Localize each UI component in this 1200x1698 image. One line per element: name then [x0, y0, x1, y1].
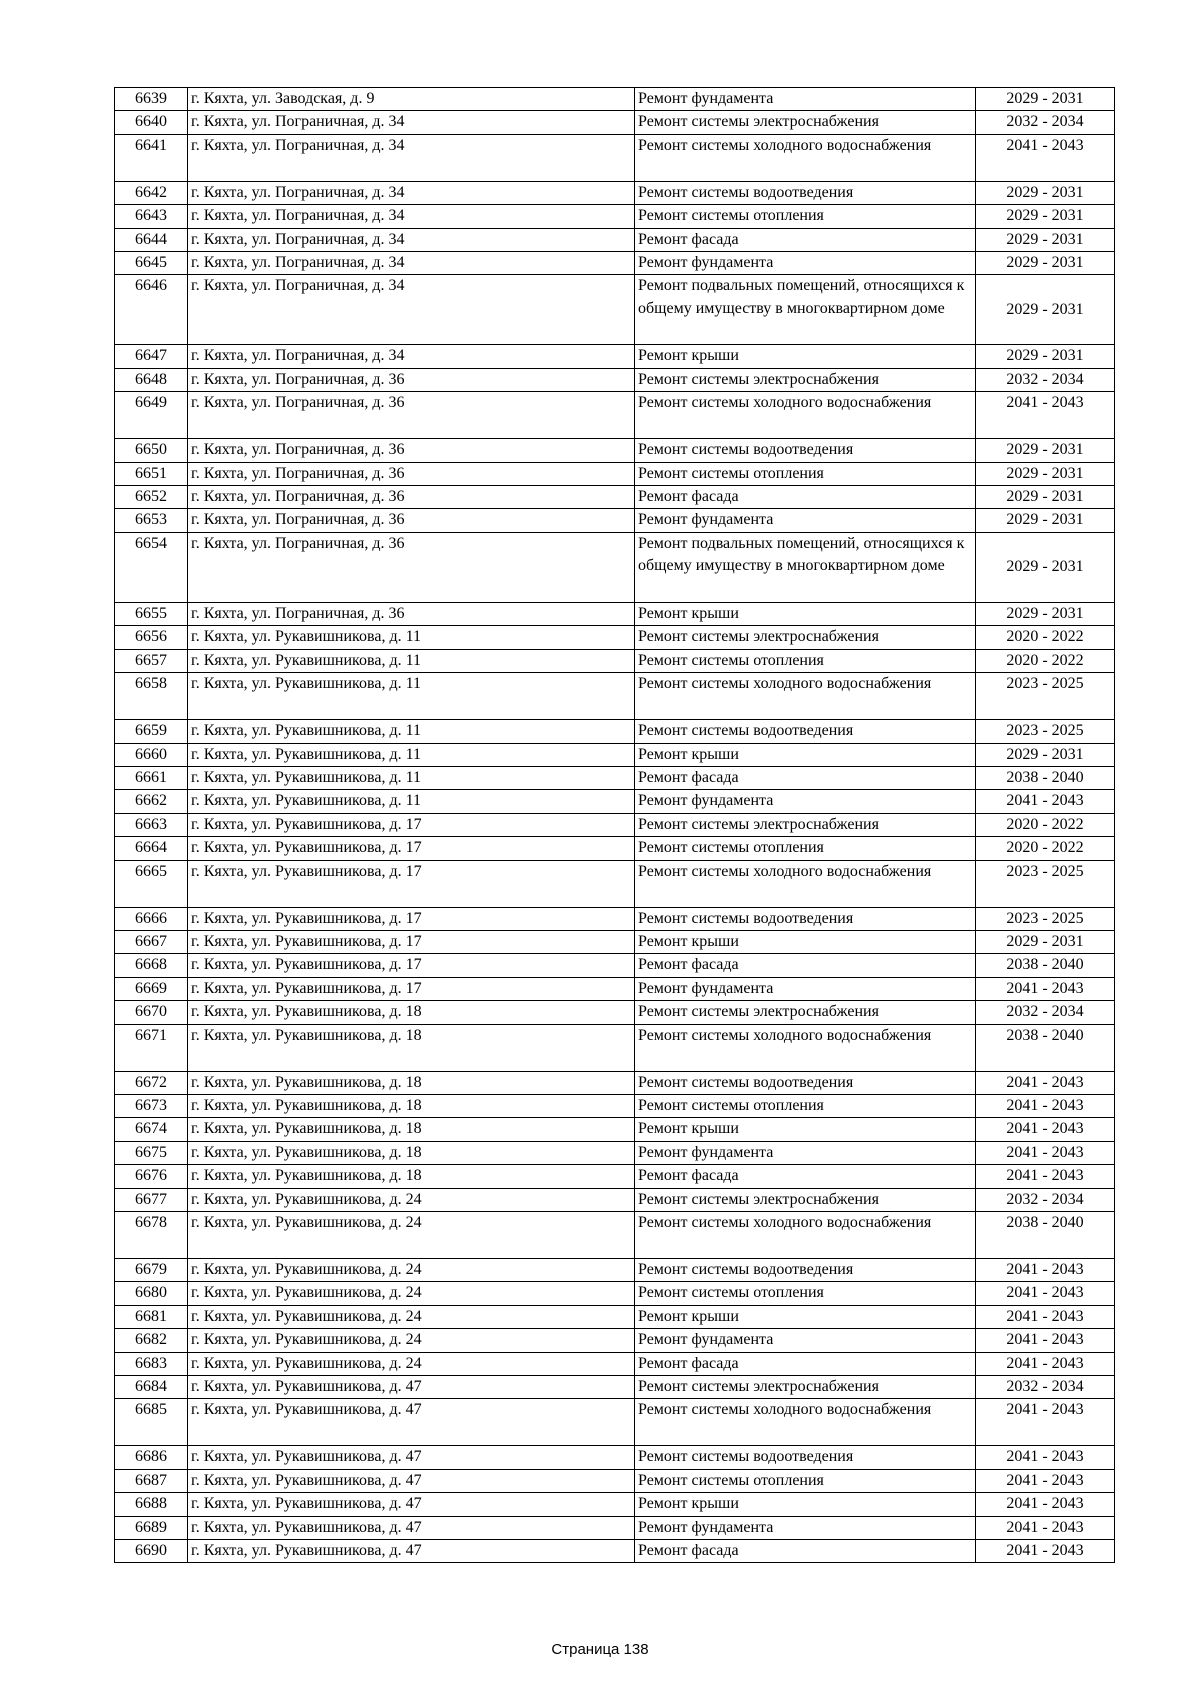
row-number-cell: 6677: [115, 1188, 188, 1211]
table-row: [115, 1376, 1115, 1399]
address-cell: г. Кяхта, ул. Рукавишникова, д. 11: [188, 649, 635, 672]
table-row: [115, 368, 1115, 391]
address-cell: г. Кяхта, ул. Рукавишникова, д. 47: [188, 1376, 635, 1399]
table-row: [115, 252, 1115, 275]
period-cell: 2041 - 2043: [976, 977, 1115, 1000]
table-row: [115, 509, 1115, 532]
period-cell: 2029 - 2031: [976, 532, 1115, 602]
work-type-cell: Ремонт крыши: [635, 602, 976, 625]
address-cell: г. Кяхта, ул. Пограничная, д. 34: [188, 111, 635, 134]
table-row: [115, 649, 1115, 672]
period-cell: 2041 - 2043: [976, 790, 1115, 813]
table-row: [115, 1329, 1115, 1352]
row-number-cell: 6681: [115, 1305, 188, 1328]
table-row: [115, 1282, 1115, 1305]
period-cell: 2029 - 2031: [976, 509, 1115, 532]
work-type-cell: Ремонт системы электроснабжения: [635, 626, 976, 649]
period-cell: 2029 - 2031: [976, 228, 1115, 251]
address-cell: г. Кяхта, ул. Рукавишникова, д. 18: [188, 1118, 635, 1141]
work-type-cell: Ремонт системы отопления: [635, 1282, 976, 1305]
row-number-cell: 6649: [115, 392, 188, 439]
row-number-cell: 6655: [115, 602, 188, 625]
address-cell: г. Кяхта, ул. Рукавишникова, д. 18: [188, 1024, 635, 1071]
period-cell: 2041 - 2043: [976, 1516, 1115, 1539]
address-cell: г. Кяхта, ул. Рукавишникова, д. 24: [188, 1282, 635, 1305]
address-cell: г. Кяхта, ул. Пограничная, д. 34: [188, 345, 635, 368]
work-type-cell: Ремонт системы отопления: [635, 1094, 976, 1117]
period-cell: 2041 - 2043: [976, 1141, 1115, 1164]
work-type-cell: Ремонт фундамента: [635, 252, 976, 275]
work-type-cell: Ремонт системы холодного водоснабжения: [635, 673, 976, 720]
period-cell: 2041 - 2043: [976, 1282, 1115, 1305]
row-number-cell: 6662: [115, 790, 188, 813]
table-row: [115, 181, 1115, 204]
row-number-cell: 6676: [115, 1165, 188, 1188]
address-cell: г. Кяхта, ул. Рукавишникова, д. 18: [188, 1141, 635, 1164]
address-cell: г. Кяхта, ул. Рукавишникова, д. 24: [188, 1305, 635, 1328]
period-cell: 2041 - 2043: [976, 1165, 1115, 1188]
work-type-cell: Ремонт фасада: [635, 228, 976, 251]
work-type-cell: Ремонт системы водоотведения: [635, 181, 976, 204]
table-row: [115, 1540, 1115, 1563]
address-cell: г. Кяхта, ул. Рукавишникова, д. 17: [188, 860, 635, 907]
work-type-cell: Ремонт фасада: [635, 486, 976, 509]
period-cell: 2029 - 2031: [976, 181, 1115, 204]
work-type-cell: Ремонт фундамента: [635, 509, 976, 532]
table-row: [115, 977, 1115, 1000]
period-cell: 2041 - 2043: [976, 1540, 1115, 1563]
page-number: Страница 138: [551, 1641, 649, 1658]
address-cell: г. Кяхта, ул. Рукавишникова, д. 47: [188, 1399, 635, 1446]
row-number-cell: 6646: [115, 275, 188, 345]
work-type-cell: Ремонт системы отопления: [635, 462, 976, 485]
row-number-cell: 6679: [115, 1259, 188, 1282]
table-row: [115, 790, 1115, 813]
table-row: [115, 626, 1115, 649]
address-cell: г. Кяхта, ул. Рукавишникова, д. 24: [188, 1212, 635, 1259]
row-number-cell: 6670: [115, 1001, 188, 1024]
period-cell: 2041 - 2043: [976, 1352, 1115, 1375]
table-row: [115, 1516, 1115, 1539]
work-type-cell: Ремонт фасада: [635, 1540, 976, 1563]
row-number-cell: 6684: [115, 1376, 188, 1399]
address-cell: г. Кяхта, ул. Рукавишникова, д. 24: [188, 1188, 635, 1211]
work-type-cell: Ремонт подвальных помещений, относящихся к общему имуществу в многоквартирном доме: [635, 532, 976, 602]
period-cell: 2038 - 2040: [976, 766, 1115, 789]
table-row: [115, 532, 1115, 602]
work-type-cell: Ремонт крыши: [635, 743, 976, 766]
work-type-cell: Ремонт системы водоотведения: [635, 1259, 976, 1282]
work-type-cell: Ремонт фундамента: [635, 790, 976, 813]
row-number-cell: 6666: [115, 907, 188, 930]
period-cell: 2032 - 2034: [976, 1001, 1115, 1024]
work-type-cell: Ремонт крыши: [635, 1493, 976, 1516]
row-number-cell: 6657: [115, 649, 188, 672]
address-cell: г. Кяхта, ул. Пограничная, д. 34: [188, 134, 635, 181]
table-row: [115, 1212, 1115, 1259]
row-number-cell: 6687: [115, 1469, 188, 1492]
period-cell: 2041 - 2043: [976, 1469, 1115, 1492]
row-number-cell: 6639: [115, 88, 188, 111]
row-number-cell: 6663: [115, 813, 188, 836]
work-type-cell: Ремонт системы водоотведения: [635, 1071, 976, 1094]
repair-schedule-table-container: [114, 87, 1114, 1563]
period-cell: 2020 - 2022: [976, 813, 1115, 836]
table-row: [115, 1024, 1115, 1071]
period-cell: 2029 - 2031: [976, 930, 1115, 953]
work-type-cell: Ремонт системы отопления: [635, 1469, 976, 1492]
address-cell: г. Кяхта, ул. Пограничная, д. 36: [188, 462, 635, 485]
work-type-cell: Ремонт системы водоотведения: [635, 439, 976, 462]
address-cell: г. Кяхта, ул. Рукавишникова, д. 17: [188, 930, 635, 953]
work-type-cell: Ремонт фундамента: [635, 1516, 976, 1539]
work-type-cell: Ремонт системы водоотведения: [635, 1446, 976, 1469]
period-cell: 2020 - 2022: [976, 626, 1115, 649]
period-cell: 2041 - 2043: [976, 1094, 1115, 1117]
work-type-cell: Ремонт системы холодного водоснабжения: [635, 392, 976, 439]
address-cell: г. Кяхта, ул. Рукавишникова, д. 11: [188, 626, 635, 649]
address-cell: г. Кяхта, ул. Пограничная, д. 34: [188, 205, 635, 228]
row-number-cell: 6689: [115, 1516, 188, 1539]
work-type-cell: Ремонт фасада: [635, 1352, 976, 1375]
address-cell: г. Кяхта, ул. Пограничная, д. 36: [188, 439, 635, 462]
address-cell: г. Кяхта, ул. Пограничная, д. 36: [188, 602, 635, 625]
work-type-cell: Ремонт системы электроснабжения: [635, 111, 976, 134]
address-cell: г. Кяхта, ул. Рукавишникова, д. 11: [188, 790, 635, 813]
row-number-cell: 6661: [115, 766, 188, 789]
work-type-cell: Ремонт системы отопления: [635, 649, 976, 672]
row-number-cell: 6641: [115, 134, 188, 181]
row-number-cell: 6680: [115, 1282, 188, 1305]
row-number-cell: 6654: [115, 532, 188, 602]
period-cell: 2023 - 2025: [976, 720, 1115, 743]
period-cell: 2023 - 2025: [976, 860, 1115, 907]
work-type-cell: Ремонт крыши: [635, 1305, 976, 1328]
address-cell: г. Кяхта, ул. Пограничная, д. 36: [188, 509, 635, 532]
period-cell: 2038 - 2040: [976, 954, 1115, 977]
period-cell: 2023 - 2025: [976, 673, 1115, 720]
row-number-cell: 6673: [115, 1094, 188, 1117]
address-cell: г. Кяхта, ул. Рукавишникова, д. 17: [188, 977, 635, 1000]
address-cell: г. Кяхта, ул. Рукавишникова, д. 11: [188, 743, 635, 766]
row-number-cell: 6644: [115, 228, 188, 251]
repair-schedule-table: [114, 87, 1115, 1563]
address-cell: г. Кяхта, ул. Пограничная, д. 36: [188, 392, 635, 439]
period-cell: 2041 - 2043: [976, 1305, 1115, 1328]
address-cell: г. Кяхта, ул. Рукавишникова, д. 47: [188, 1469, 635, 1492]
address-cell: г. Кяхта, ул. Рукавишникова, д. 18: [188, 1071, 635, 1094]
table-row: [115, 1352, 1115, 1375]
work-type-cell: Ремонт системы отопления: [635, 205, 976, 228]
row-number-cell: 6686: [115, 1446, 188, 1469]
period-cell: 2029 - 2031: [976, 252, 1115, 275]
work-type-cell: Ремонт крыши: [635, 1118, 976, 1141]
row-number-cell: 6668: [115, 954, 188, 977]
work-type-cell: Ремонт фундамента: [635, 88, 976, 111]
row-number-cell: 6672: [115, 1071, 188, 1094]
work-type-cell: Ремонт системы холодного водоснабжения: [635, 1024, 976, 1071]
address-cell: г. Кяхта, ул. Рукавишникова, д. 11: [188, 766, 635, 789]
period-cell: 2029 - 2031: [976, 205, 1115, 228]
address-cell: г. Кяхта, ул. Рукавишникова, д. 17: [188, 907, 635, 930]
work-type-cell: Ремонт крыши: [635, 345, 976, 368]
table-row: [115, 813, 1115, 836]
table-row: [115, 1493, 1115, 1516]
work-type-cell: Ремонт системы электроснабжения: [635, 1376, 976, 1399]
table-row: [115, 1118, 1115, 1141]
table-row: [115, 486, 1115, 509]
table-row: [115, 860, 1115, 907]
work-type-cell: Ремонт фасада: [635, 954, 976, 977]
row-number-cell: 6650: [115, 439, 188, 462]
period-cell: 2041 - 2043: [976, 1493, 1115, 1516]
period-cell: 2029 - 2031: [976, 462, 1115, 485]
address-cell: г. Кяхта, ул. Пограничная, д. 34: [188, 252, 635, 275]
table-row: [115, 907, 1115, 930]
work-type-cell: Ремонт системы холодного водоснабжения: [635, 860, 976, 907]
period-cell: 2032 - 2034: [976, 368, 1115, 391]
address-cell: г. Кяхта, ул. Рукавишникова, д. 17: [188, 813, 635, 836]
table-row: [115, 1165, 1115, 1188]
table-row: [115, 275, 1115, 345]
work-type-cell: Ремонт системы отопления: [635, 837, 976, 860]
table-row: [115, 88, 1115, 111]
work-type-cell: Ремонт крыши: [635, 930, 976, 953]
address-cell: г. Кяхта, ул. Рукавишникова, д. 17: [188, 837, 635, 860]
table-row: [115, 743, 1115, 766]
period-cell: 2032 - 2034: [976, 1376, 1115, 1399]
table-row: [115, 602, 1115, 625]
period-cell: 2041 - 2043: [976, 1259, 1115, 1282]
period-cell: 2029 - 2031: [976, 439, 1115, 462]
period-cell: 2038 - 2040: [976, 1212, 1115, 1259]
row-number-cell: 6645: [115, 252, 188, 275]
table-row: [115, 1071, 1115, 1094]
work-type-cell: Ремонт системы водоотведения: [635, 720, 976, 743]
period-cell: 2029 - 2031: [976, 88, 1115, 111]
address-cell: г. Кяхта, ул. Рукавишникова, д. 11: [188, 720, 635, 743]
table-row: [115, 228, 1115, 251]
period-cell: 2020 - 2022: [976, 649, 1115, 672]
table-body: [115, 88, 1115, 1563]
table-row: [115, 462, 1115, 485]
address-cell: г. Кяхта, ул. Пограничная, д. 36: [188, 486, 635, 509]
work-type-cell: Ремонт фасада: [635, 1165, 976, 1188]
address-cell: г. Кяхта, ул. Пограничная, д. 34: [188, 181, 635, 204]
table-row: [115, 1001, 1115, 1024]
table-row: [115, 1399, 1115, 1446]
row-number-cell: 6659: [115, 720, 188, 743]
address-cell: г. Кяхта, ул. Рукавишникова, д. 11: [188, 673, 635, 720]
table-row: [115, 954, 1115, 977]
address-cell: г. Кяхта, ул. Пограничная, д. 34: [188, 275, 635, 345]
table-row: [115, 439, 1115, 462]
row-number-cell: 6688: [115, 1493, 188, 1516]
table-row: [115, 111, 1115, 134]
period-cell: 2041 - 2043: [976, 1118, 1115, 1141]
address-cell: г. Кяхта, ул. Рукавишникова, д. 24: [188, 1259, 635, 1282]
row-number-cell: 6642: [115, 181, 188, 204]
work-type-cell: Ремонт системы холодного водоснабжения: [635, 134, 976, 181]
address-cell: г. Кяхта, ул. Рукавишникова, д. 47: [188, 1540, 635, 1563]
period-cell: 2041 - 2043: [976, 1446, 1115, 1469]
address-cell: г. Кяхта, ул. Рукавишникова, д. 18: [188, 1001, 635, 1024]
period-cell: 2029 - 2031: [976, 486, 1115, 509]
work-type-cell: Ремонт фасада: [635, 766, 976, 789]
row-number-cell: 6647: [115, 345, 188, 368]
period-cell: 2023 - 2025: [976, 907, 1115, 930]
row-number-cell: 6643: [115, 205, 188, 228]
row-number-cell: 6651: [115, 462, 188, 485]
work-type-cell: Ремонт фундамента: [635, 1329, 976, 1352]
address-cell: г. Кяхта, ул. Пограничная, д. 34: [188, 228, 635, 251]
row-number-cell: 6648: [115, 368, 188, 391]
address-cell: г. Кяхта, ул. Рукавишникова, д. 47: [188, 1516, 635, 1539]
table-row: [115, 720, 1115, 743]
period-cell: 2041 - 2043: [976, 392, 1115, 439]
address-cell: г. Кяхта, ул. Рукавишникова, д. 47: [188, 1446, 635, 1469]
address-cell: г. Кяхта, ул. Рукавишникова, д. 24: [188, 1329, 635, 1352]
table-row: [115, 837, 1115, 860]
period-cell: 2032 - 2034: [976, 111, 1115, 134]
table-row: [115, 766, 1115, 789]
table-row: [115, 1141, 1115, 1164]
period-cell: 2041 - 2043: [976, 134, 1115, 181]
work-type-cell: Ремонт системы электроснабжения: [635, 368, 976, 391]
address-cell: г. Кяхта, ул. Рукавишникова, д. 47: [188, 1493, 635, 1516]
row-number-cell: 6664: [115, 837, 188, 860]
row-number-cell: 6671: [115, 1024, 188, 1071]
period-cell: 2038 - 2040: [976, 1024, 1115, 1071]
table-row: [115, 392, 1115, 439]
table-row: [115, 134, 1115, 181]
work-type-cell: Ремонт системы водоотведения: [635, 907, 976, 930]
table-row: [115, 1094, 1115, 1117]
period-cell: 2041 - 2043: [976, 1329, 1115, 1352]
row-number-cell: 6674: [115, 1118, 188, 1141]
row-number-cell: 6669: [115, 977, 188, 1000]
row-number-cell: 6652: [115, 486, 188, 509]
table-row: [115, 1469, 1115, 1492]
period-cell: 2041 - 2043: [976, 1399, 1115, 1446]
table-row: [115, 1259, 1115, 1282]
row-number-cell: 6675: [115, 1141, 188, 1164]
row-number-cell: 6653: [115, 509, 188, 532]
table-row: [115, 205, 1115, 228]
row-number-cell: 6660: [115, 743, 188, 766]
period-cell: 2029 - 2031: [976, 345, 1115, 368]
table-row: [115, 673, 1115, 720]
row-number-cell: 6678: [115, 1212, 188, 1259]
work-type-cell: Ремонт системы холодного водоснабжения: [635, 1399, 976, 1446]
address-cell: г. Кяхта, ул. Рукавишникова, д. 18: [188, 1165, 635, 1188]
address-cell: г. Кяхта, ул. Пограничная, д. 36: [188, 368, 635, 391]
row-number-cell: 6683: [115, 1352, 188, 1375]
row-number-cell: 6665: [115, 860, 188, 907]
row-number-cell: 6682: [115, 1329, 188, 1352]
work-type-cell: Ремонт системы электроснабжения: [635, 1001, 976, 1024]
row-number-cell: 6667: [115, 930, 188, 953]
address-cell: г. Кяхта, ул. Рукавишникова, д. 17: [188, 954, 635, 977]
work-type-cell: Ремонт системы электроснабжения: [635, 813, 976, 836]
address-cell: г. Кяхта, ул. Заводская, д. 9: [188, 88, 635, 111]
row-number-cell: 6690: [115, 1540, 188, 1563]
work-type-cell: Ремонт системы холодного водоснабжения: [635, 1212, 976, 1259]
table-row: [115, 930, 1115, 953]
table-row: [115, 345, 1115, 368]
work-type-cell: Ремонт фундамента: [635, 977, 976, 1000]
period-cell: 2029 - 2031: [976, 743, 1115, 766]
work-type-cell: Ремонт фундамента: [635, 1141, 976, 1164]
row-number-cell: 6640: [115, 111, 188, 134]
row-number-cell: 6656: [115, 626, 188, 649]
period-cell: 2029 - 2031: [976, 602, 1115, 625]
period-cell: 2020 - 2022: [976, 837, 1115, 860]
work-type-cell: Ремонт системы электроснабжения: [635, 1188, 976, 1211]
address-cell: г. Кяхта, ул. Рукавишникова, д. 24: [188, 1352, 635, 1375]
row-number-cell: 6658: [115, 673, 188, 720]
table-row: [115, 1305, 1115, 1328]
address-cell: г. Кяхта, ул. Рукавишникова, д. 18: [188, 1094, 635, 1117]
period-cell: 2029 - 2031: [976, 275, 1115, 345]
table-row: [115, 1446, 1115, 1469]
period-cell: 2032 - 2034: [976, 1188, 1115, 1211]
table-row: [115, 1188, 1115, 1211]
period-cell: 2041 - 2043: [976, 1071, 1115, 1094]
address-cell: г. Кяхта, ул. Пограничная, д. 36: [188, 532, 635, 602]
work-type-cell: Ремонт подвальных помещений, относящихся к общему имуществу в многоквартирном доме: [635, 275, 976, 345]
row-number-cell: 6685: [115, 1399, 188, 1446]
